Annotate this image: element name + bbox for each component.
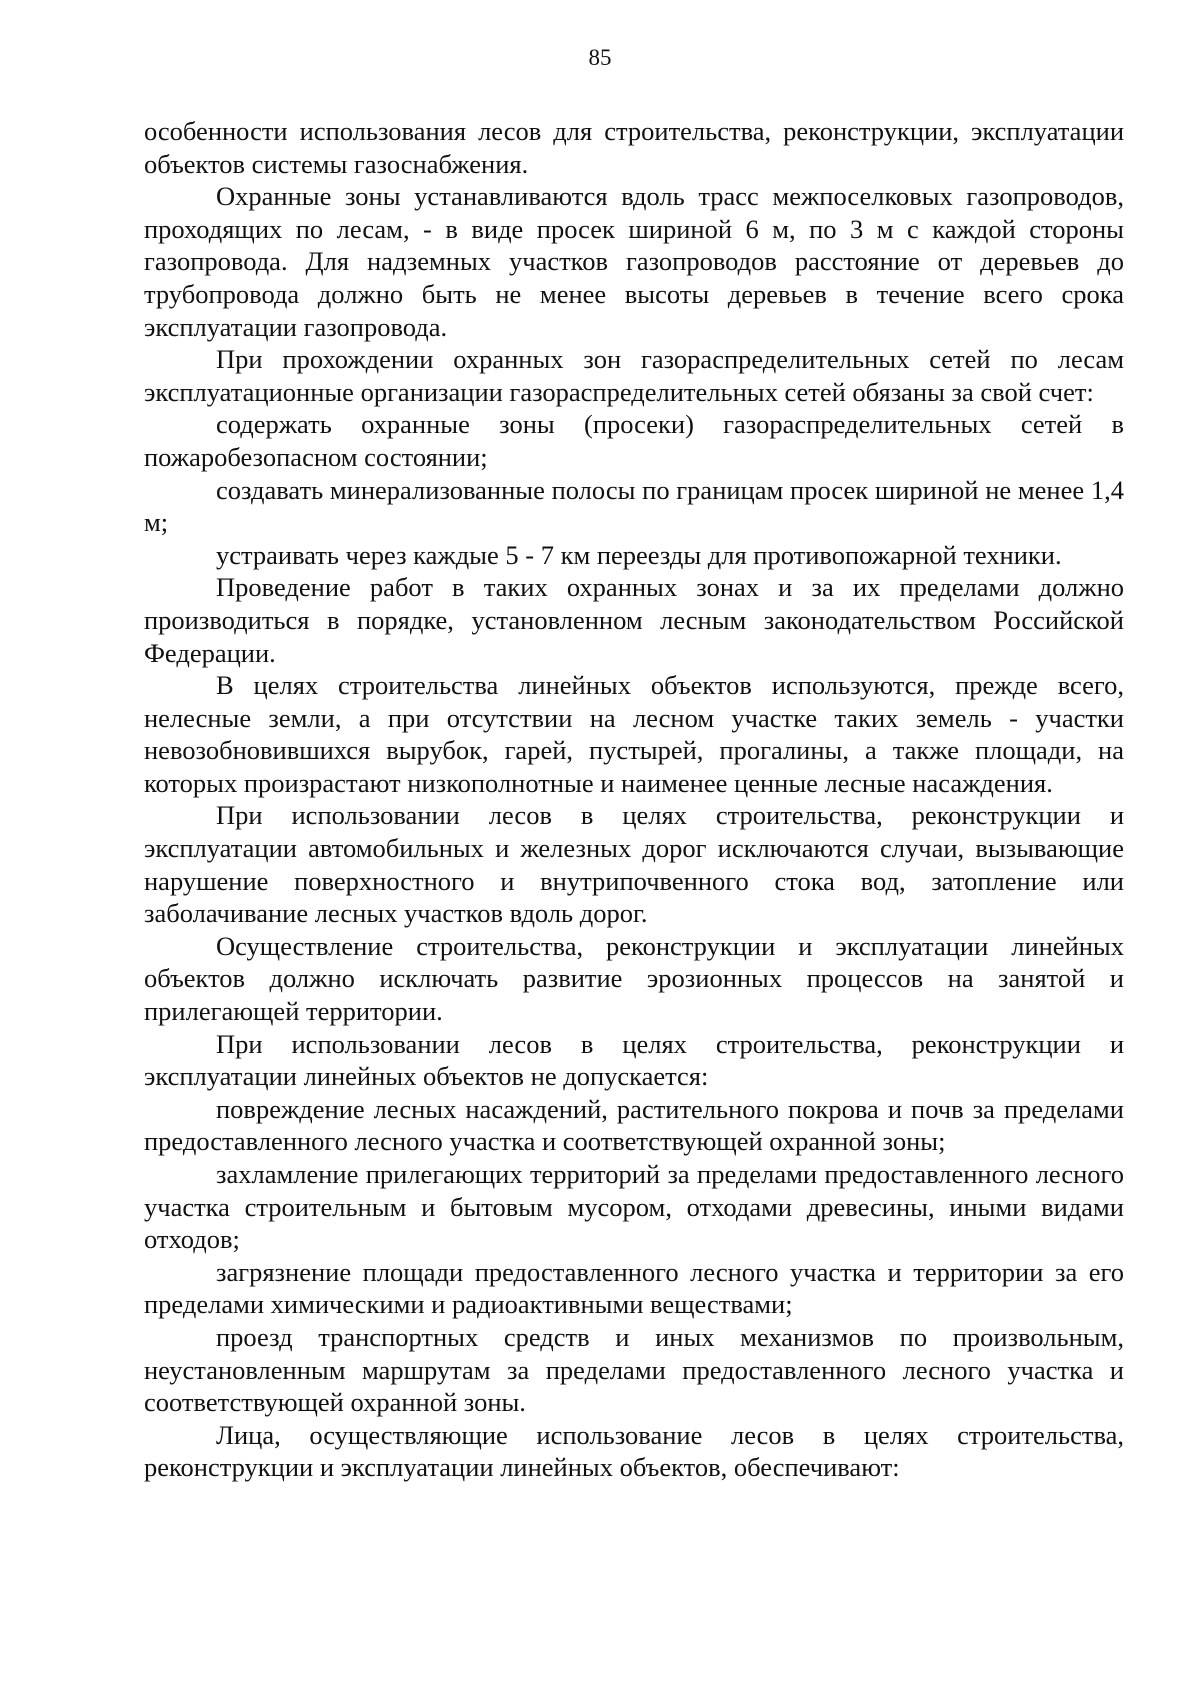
list-item: повреждение лесных насаждений, растительного покрова и почв за пределами предоставленного лесного участка и соответствующей охранной зоны;	[144, 1093, 1124, 1157]
paragraph: При использовании лесов в целях строительства, реконструкции и эксплуатации линейных объектов не допускается:	[144, 1028, 1124, 1092]
document-body	[144, 115, 1124, 1484]
list-item: захламление прилегающих территорий за пределами предоставленного лесного участка строительным и бытовым мусором, отходами древесины, иными видами отходов;	[144, 1159, 1124, 1255]
list-item: устраивать через каждые 5 - 7 км переезды для противопожарной техники.	[216, 539, 1062, 570]
paragraph: Осуществление строительства, реконструкции и эксплуатации линейных объектов должно исключать развитие эрозионных процессов на занятой и прилегающей территории.	[144, 930, 1124, 1027]
page-number: 85	[588, 45, 612, 70]
list-item: проезд транспортных средств и иных механизмов по произвольным, неустановленным маршрутам за пределами предоставленного лесного участка и соответствующей охранной зоны.	[144, 1321, 1124, 1418]
paragraph: В целях строительства линейных объектов используются, прежде всего, нелесные земли, а при отсутствии на лесном участке таких земель - участки невозобновившихся вырубок, гарей, пустырей, прогалины, а также площади, на которых произрастают низкополнотные и наименее ценные лесные насаждения.	[144, 670, 1124, 798]
paragraph: Лица, осуществляющие использование лесов в целях строительства, реконструкции и эксплуатации линейных объектов, обеспечивают:	[144, 1419, 1124, 1483]
paragraph: особенности использования лесов для строительства, реконструкции, эксплуатации объектов системы газоснабжения.	[144, 116, 1124, 179]
paragraph: Охранные зоны устанавливаются вдоль трасс межпоселковых газопроводов, проходящих по лесам, - в виде просек шириной 6 м, по 3 м с каждой стороны газопровода. Для надземных участков газопроводов расстояние от деревьев до трубопровода должно быть не менее высоты деревьев в течение всего срока эксплуатации газопровода.	[144, 181, 1124, 342]
paragraph: Проведение работ в таких охранных зонах и за их пределами должно производиться в порядке, установленном лесным законодательством Российской Федерации.	[144, 572, 1124, 668]
paragraph: При прохождении охранных зон газораспределительных сетей по лесам эксплуатационные организации газораспределительных сетей обязаны за свой счет:	[144, 344, 1124, 407]
paragraph: При использовании лесов в целях строительства, реконструкции и эксплуатации автомобильных и железных дорог исключаются случаи, вызывающие нарушение поверхностного и внутрипочвенного стока вод, затопление или заболачивание лесных участков вдоль дорог.	[144, 800, 1124, 929]
list-item: создавать минерализованные полосы по границам просек шириной не менее 1,4 м;	[144, 474, 1124, 538]
list-item: загрязнение площади предоставленного лесного участка и территории за его пределами химическими и радиоактивными веществами;	[144, 1256, 1124, 1320]
list-item: содержать охранные зоны (просеки) газораспределительных сетей в пожаробезопасном состоянии;	[144, 409, 1124, 472]
